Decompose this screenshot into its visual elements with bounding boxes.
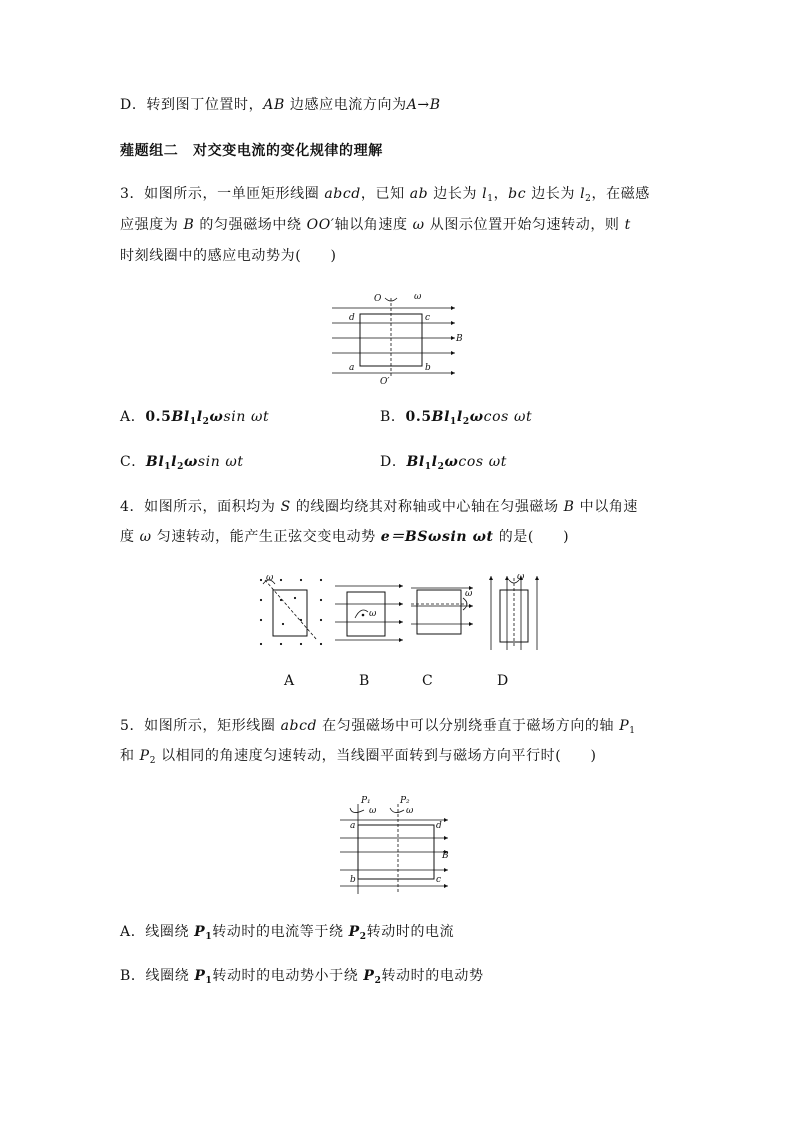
q3-stem-line3: 时刻线圈中的感应电动势为( ) <box>120 248 337 264</box>
label-d: d <box>349 313 355 323</box>
label-omega-1: ω <box>369 806 377 816</box>
label-P1: P₁ <box>361 796 371 806</box>
label-a: a <box>349 363 355 373</box>
label-B: B <box>442 851 449 861</box>
q5-stem-line1: 5．如图所示，矩形线圈 abcd 在匀强磁场中可以分别绕垂直于磁场方向的轴 $P_1$ <box>120 718 636 736</box>
q3-option-b: B．$0.5Bl_1l_2\omega\cos$ ωt <box>380 409 533 427</box>
label-b: b <box>425 363 431 373</box>
label-omega-2: ω <box>406 806 414 816</box>
q3-option-a: A．$0.5Bl_1l_2\omega\sin$ ωt <box>120 409 270 427</box>
q4-fig-a <box>260 573 322 645</box>
svg-text:ω: ω <box>465 589 473 599</box>
q4-label-b: B <box>359 673 370 689</box>
label-d: d <box>436 821 442 831</box>
q5-stem-line2: 和 $P_2$ 以相同的角速度匀速转动，当线圈平面转到与磁场方向平行时( ) <box>120 748 597 766</box>
q3-option-d: D．$Bl_1l_2\omega\cos$ ωt <box>380 454 507 472</box>
label-a: a <box>350 821 356 831</box>
q2-option-d: D．转到图丁位置时，AB 边感应电流方向为A→B <box>120 97 441 113</box>
svg-text:ω: ω <box>369 609 377 619</box>
label-O: O <box>374 294 382 304</box>
q4-fig-c <box>411 588 473 634</box>
label-omega: ω <box>414 292 422 302</box>
q3-figure <box>330 288 470 386</box>
label-c: c <box>436 875 442 885</box>
label-Oprime: O′ <box>380 377 390 386</box>
q4-label-d: D <box>497 673 509 689</box>
q4-label-a: A <box>284 673 295 689</box>
label-P2: P₂ <box>400 796 410 806</box>
q5-option-b: B．线圈绕 $P_1$转动时的电动势小于绕 $P_2$转动时的电动势 <box>120 968 484 986</box>
rotation-arrow-icon <box>350 808 364 813</box>
svg-text:ω: ω <box>266 573 274 583</box>
q5-figure <box>338 790 460 896</box>
q4-figure <box>255 572 550 652</box>
label-c: c <box>425 313 431 323</box>
q5-option-a: A．线圈绕 $P_1$转动时的电流等于绕 $P_2$转动时的电流 <box>120 924 455 942</box>
svg-text:ω: ω <box>517 572 525 582</box>
q3-option-c: C．$Bl_1l_2\omega\sin$ ωt <box>120 454 244 472</box>
q4-fig-d <box>491 572 537 650</box>
rotation-arrow-icon <box>390 808 404 813</box>
q4-label-c: C <box>422 673 433 689</box>
q3-stem-line2: 应强度为 B 的匀强磁场中绕 OO′轴以角速度 ω 从图示位置开始匀速转动，则 t <box>120 217 631 233</box>
section-heading: 薤题组二 对交变电流的变化规律的理解 <box>120 143 383 159</box>
q3-stem-line1: 3．如图所示，一单匝矩形线圈 abcd，已知 ab 边长为 $l_1$，bc 边长为 $l_2$，在磁感 <box>120 186 650 204</box>
q4-stem-line1: 4．如图所示，面积均为 S 的线圈均绕其对称轴或中心轴在匀强磁场 B 中以角速 <box>120 499 639 515</box>
label-B: B <box>456 334 463 344</box>
label-b: b <box>350 875 356 885</box>
q4-stem-line2: 度 ω 匀速转动，能产生正弦交变电动势 e＝BSωsin ωt 的是( ) <box>120 529 570 545</box>
q4-fig-b <box>335 586 403 640</box>
